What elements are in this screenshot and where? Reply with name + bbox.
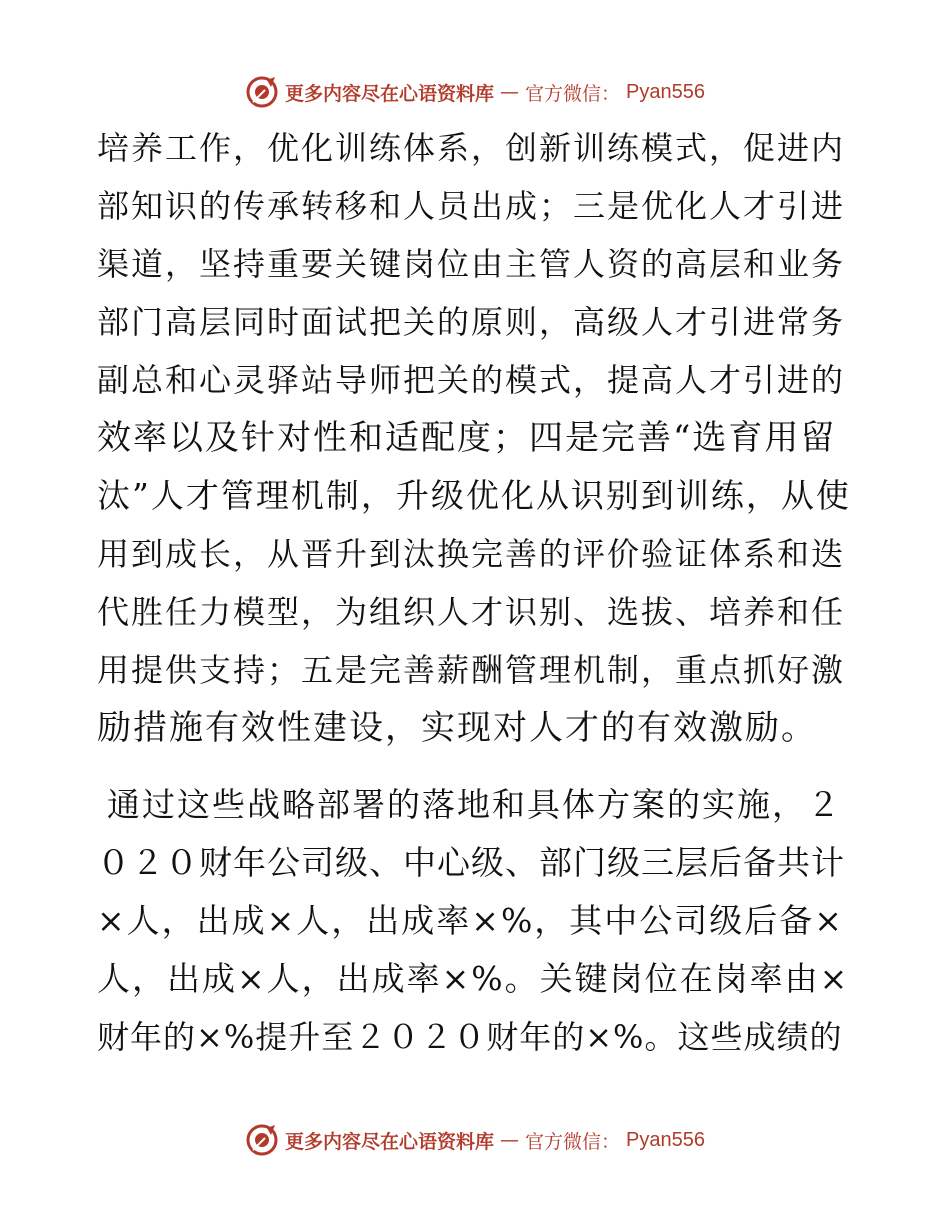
text-line: 通过这些战略部署的落地和具体方案的实施，２ bbox=[107, 785, 842, 824]
quill-logo-icon bbox=[245, 1123, 279, 1157]
text-line: 部门高层同时面试把关的原则，高级人才引进常务 bbox=[97, 303, 846, 341]
text-line: 部知识的传承转移和人员出成；三是优化人才引进 bbox=[97, 187, 846, 225]
text-line: 培养工作，优化训练体系，创新训练模式，促进内 bbox=[97, 129, 846, 167]
watermark-sub-text: 官方微信： bbox=[525, 1130, 621, 1153]
text-line: 用到成长，从晋升到汰换完善的评价验证体系和迭 bbox=[97, 535, 846, 573]
text-line: 效率以及针对性和适配度；四是完善“选育用留 bbox=[97, 418, 837, 458]
watermark-dash: — bbox=[500, 81, 520, 103]
text-line: 汰”人才管理机制，升级优化从识别到训练，从使 bbox=[97, 476, 851, 515]
header-watermark bbox=[0, 72, 950, 112]
text-line: ０２０财年公司级、中心级、部门级三层后备共计 bbox=[97, 843, 845, 882]
text-line: ×人，出成×人，出成率×%，其中公司级后备× bbox=[97, 901, 844, 940]
text-line: 渠道，坚持重要关键岗位由主管人资的高层和业务 bbox=[97, 245, 846, 283]
text-line: 代胜任力模型，为组织人才识别、选拔、培养和任 bbox=[97, 593, 846, 631]
text-line: 人，出成×人，出成率×%。关键岗位在岗率由× bbox=[97, 959, 850, 998]
text-line: 用提供支持；五是完善薪酬管理机制，重点抓好激 bbox=[97, 651, 846, 689]
text-line: 副总和心灵驿站导师把关的模式，提高人才引进的 bbox=[97, 361, 846, 399]
quill-logo-icon bbox=[245, 75, 279, 109]
text-line: 财年的×%提升至２０２０财年的×%。这些成绩的 bbox=[97, 1018, 843, 1056]
text-line: 励措施有效性建设，实现对人才的有效激励。 bbox=[97, 708, 817, 748]
watermark-main-text: 更多内容尽在心语资料库 bbox=[285, 1130, 495, 1153]
watermark-main-text: 更多内容尽在心语资料库 bbox=[285, 82, 495, 105]
body-paragraph-1 bbox=[97, 119, 857, 757]
body-paragraph-2 bbox=[97, 776, 857, 1066]
footer-watermark bbox=[0, 1120, 950, 1160]
watermark-sub-text: 官方微信： bbox=[525, 82, 621, 105]
watermark-wechat-id: Pyan556 bbox=[626, 1128, 705, 1151]
watermark-wechat-id: Pyan556 bbox=[626, 80, 705, 103]
watermark-dash: — bbox=[500, 1129, 520, 1151]
